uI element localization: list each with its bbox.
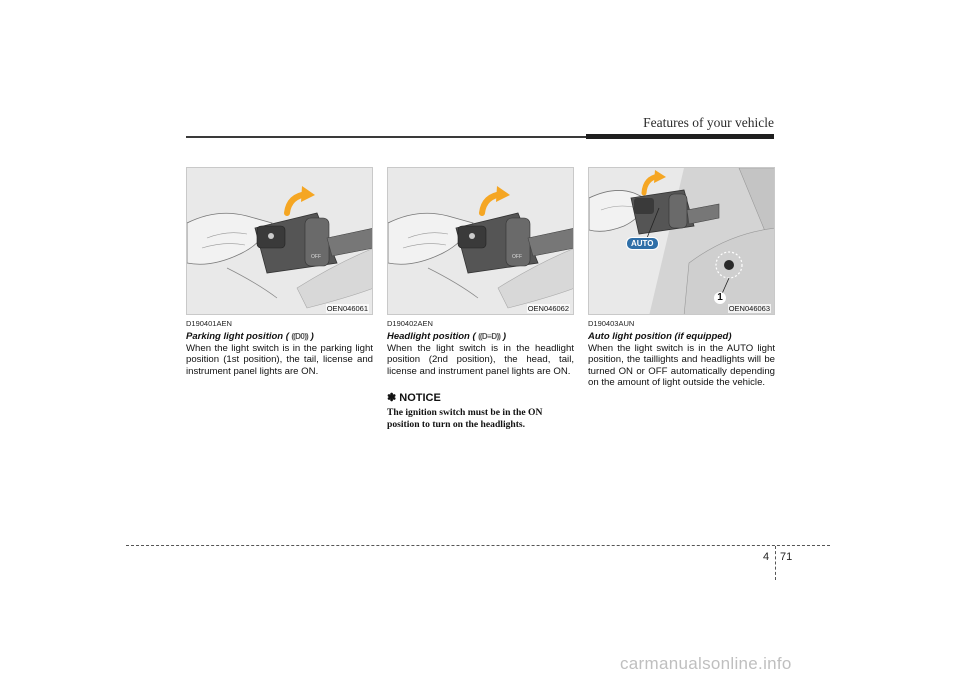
auto-label-badge: AUTO [626,237,659,250]
section-code: D190402AEN [387,319,433,328]
figure-headlight [387,167,574,315]
section-title: Auto light position (if equipped) [588,331,732,342]
section-body: When the light switch is in the headlight position (2nd position), the head, tail, license and instrument panel lights are ON. [387,343,574,377]
page-header-title: Features of your vehicle [643,115,774,130]
figure-parking-light [186,167,373,315]
section-code: D190403AUN [588,319,635,328]
figure-code: OEN046061 [326,304,368,313]
section-title: Headlight position ( ⸨D≡D⸩ ) [387,331,506,342]
section-body: When the light switch is in the parking light position (1st position), the tail, license and instrument panel lights are ON. [186,343,373,377]
figure-code: OEN046062 [527,304,569,313]
section-headlight [387,167,574,430]
chapter-number: 4 [763,551,770,563]
figure-auto-light [588,167,775,315]
section-code: D190401AEN [186,319,232,328]
section-auto-light [588,167,775,389]
section-parking-light [186,167,373,377]
section-body: When the light switch is in the AUTO light position, the taillights and headlights will be turned ON or OFF automatically depending on the amount of light outside the vehicle. [588,343,775,389]
watermark: carmanualsonline.info [620,654,792,673]
svg-text:OFF: OFF [311,254,321,260]
notice-title: ✽ NOTICE [387,392,441,405]
footer-rule [126,545,830,546]
headlight-icon: ⸨D≡D⸩ [478,332,501,341]
page-number: 71 [780,551,793,563]
footer-divider [775,546,776,580]
parking-light-icon: ⸨D0⸩ [291,332,308,341]
figure-code: OEN046063 [728,304,770,313]
callout-number: 1 [714,292,726,304]
section-title: Parking light position ( ⸨D0⸩ ) [186,331,314,342]
svg-text:OFF: OFF [512,254,522,260]
header-rule-accent [586,134,774,139]
notice-text: The ignition switch must be in the ON position to turn on the headlights. [387,407,543,430]
